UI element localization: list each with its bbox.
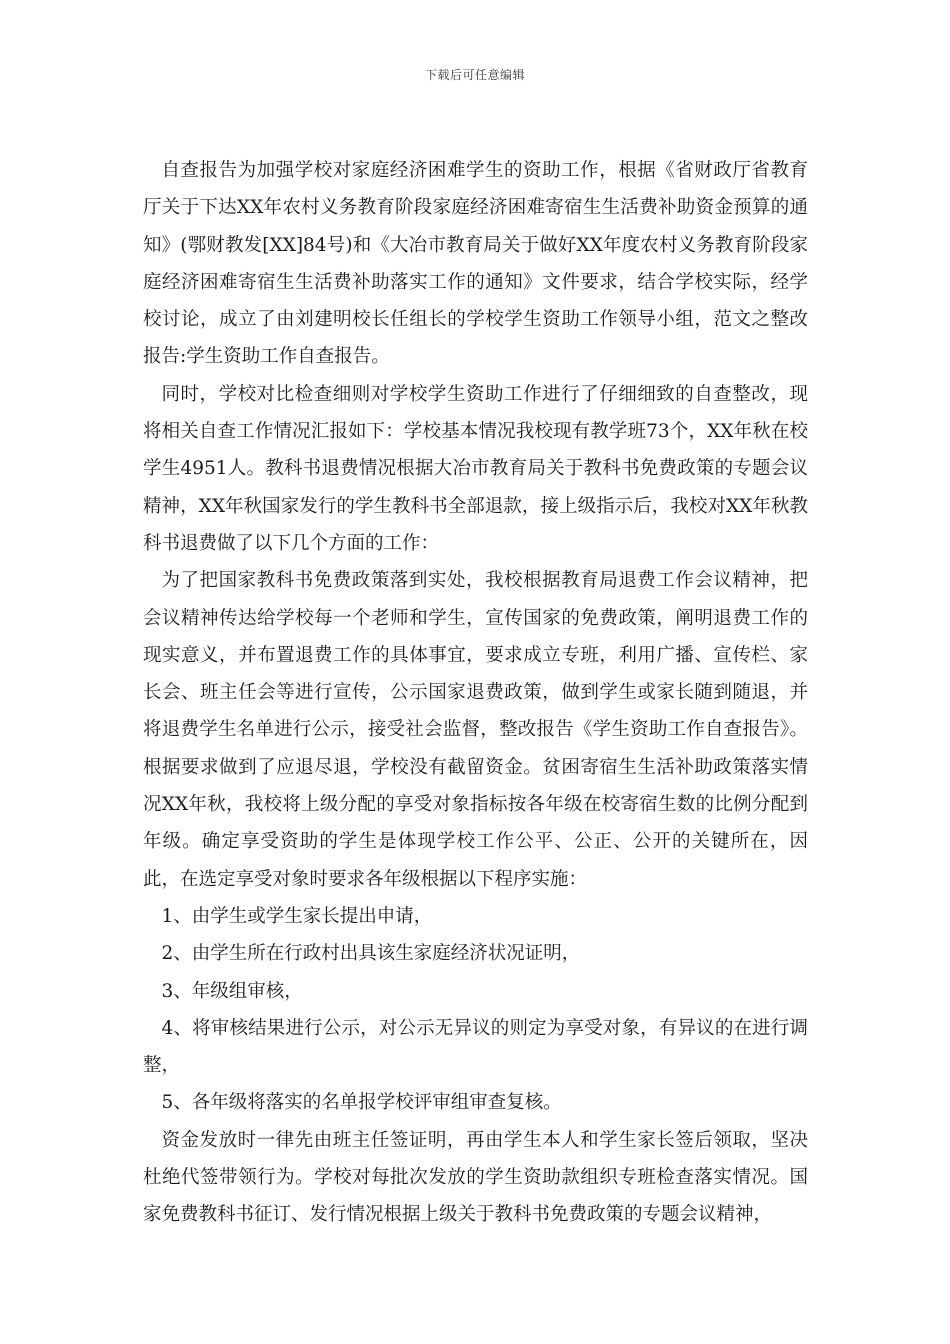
list-item: 5、各年级将落实的名单报学校评审组审查复核。 <box>161 1092 562 1114</box>
list-item: 3、年级组审核， <box>161 980 303 1002</box>
list-item: 1、由学生或学生家长提出申请， <box>161 905 433 927</box>
paragraph: 同时，学校对比检查细则对学校学生资助工作进行了仔细细致的自查整改，现将相关自查工作情况汇报如下：学校基本情况我校现有教学班73个，XX年秋在校学生4951人。教科书退费情况根据大冶市教育局关于教科书免费政策的专题会议精神，XX年秋国家发行的学生教科书全部退款，接上级指示后，我校对XX年秋教科书退费做了以下几个方面的工作： <box>143 383 808 554</box>
page-header: 下载后可任意编辑 <box>424 68 525 82</box>
list-item: 4、将审核结果进行公示，对公示无异议的则定为享受对象，有异议的在进行调整， <box>143 1017 808 1077</box>
document-body <box>143 152 808 1234</box>
paragraph: 资金发放时一律先由班主任签证明，再由学生本人和学生家长签后领取，坚决杜绝代签带领行为。学校对每批次发放的学生资助款组织专班检查落实情况。国家免费教科书征订、发行情况根据上级关于教科书免费政策的专题会议精神， <box>143 1129 808 1226</box>
list-item: 2、由学生所在行政村出具该生家庭经济状况证明， <box>161 943 581 965</box>
paragraph: 自查报告为加强学校对家庭经济困难学生的资助工作，根据《省财政厅省教育厅关于下达XX年农村义务教育阶段家庭经济困难寄宿生生活费补助资金预算的通知》(鄂财教发[XX]84号)和《大冶市教育局关于做好XX年度农村义务教育阶段家庭经济困难寄宿生生活费补助落实工作的通知》文件要求，结合学校实际，经学校讨论，成立了由刘建明校长任组长的学校学生资助工作领导小组，范文之整改报告:学生资助工作自查报告。 <box>143 160 808 368</box>
paragraph: 为了把国家教科书免费政策落到实处，我校根据教育局退费工作会议精神，把会议精神传达给学校每一个老师和学生，宣传国家的免费政策，阐明退费工作的现实意义，并布置退费工作的具体事宜，要求成立专班，利用广播、宣传栏、家长会、班主任会等进行宣传，公示国家退费政策，做到学生或家长随到随退，并将退费学生名单进行公示，接受社会监督，整改报告《学生资助工作自查报告》。根据要求做到了应退尽退，学校没有截留资金。贫困寄宿生生活补助政策落实情况XX年秋，我校将上级分配的享受对象指标按各年级在校寄宿生数的比例分配到年级。确定享受资助的学生是体现学校工作公平、公正、公开的关键所在，因此，在选定享受对象时要求各年级根据以下程序实施： <box>143 570 808 890</box>
